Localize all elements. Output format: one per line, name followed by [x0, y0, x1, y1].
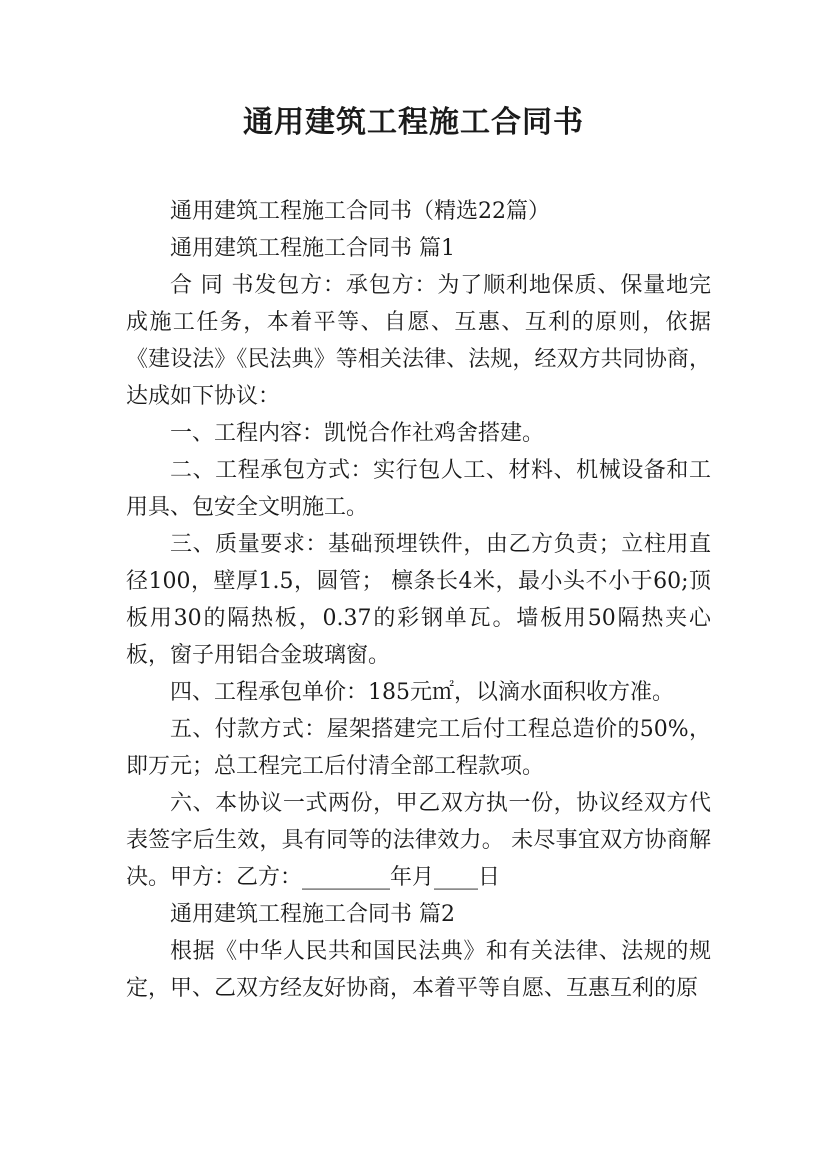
- document-body: [126, 193, 711, 1007]
- paragraph-clause-3: 三、质量要求：基础预埋铁件，由乙方负责；立柱用直径100，壁厚1.5，圆管； 檩条长4米，最小头不小于60;顶板用30的隔热板，0.37的彩钢单瓦。墙板用50隔热夹心板，窗子用铝合金玻璃窗。: [126, 532, 711, 668]
- paragraph-clause-6: 六、本协议一式两份，甲乙双方执一份，协议经双方代表签字后生效，具有同等的法律效力。 未尽事宜双方协商解决。甲方：乙方：________年月____日: [126, 791, 711, 890]
- paragraph-clause-4: 四、工程承包单价：185元㎡，以滴水面积收方准。: [170, 680, 674, 705]
- paragraph-section-2-intro: 根据《中华人民共和国民法典》和有关法律、法规的规定，甲、乙双方经友好协商，本着平等自愿、互惠互利的原: [126, 939, 711, 1001]
- paragraph-subtitle: 通用建筑工程施工合同书（精选22篇）: [170, 199, 550, 224]
- document-title: 通用建筑工程施工合同书: [243, 105, 584, 140]
- paragraph-clause-5: 五、付款方式：屋架搭建完工后付工程总造价的50%，即万元；总工程完工后付清全部工程款项。: [126, 717, 711, 779]
- paragraph-clause-1: 一、工程内容：凯悦合作社鸡舍搭建。: [170, 421, 545, 446]
- paragraph-section-heading-2: 通用建筑工程施工合同书 篇2: [170, 902, 455, 927]
- paragraph-section-heading-1: 通用建筑工程施工合同书 篇1: [170, 236, 455, 261]
- paragraph-intro: 合 同 书发包方：承包方：为了顺利地保质、保量地完成施工任务，本着平等、自愿、互惠、互利的原则，依据《建设法》《民法典》等相关法律、法规，经双方共同协商，达成如下协议：: [126, 273, 711, 409]
- paragraph-clause-2: 二、工程承包方式：实行包人工、材料、机械设备和工用具、包安全文明施工。: [126, 458, 711, 520]
